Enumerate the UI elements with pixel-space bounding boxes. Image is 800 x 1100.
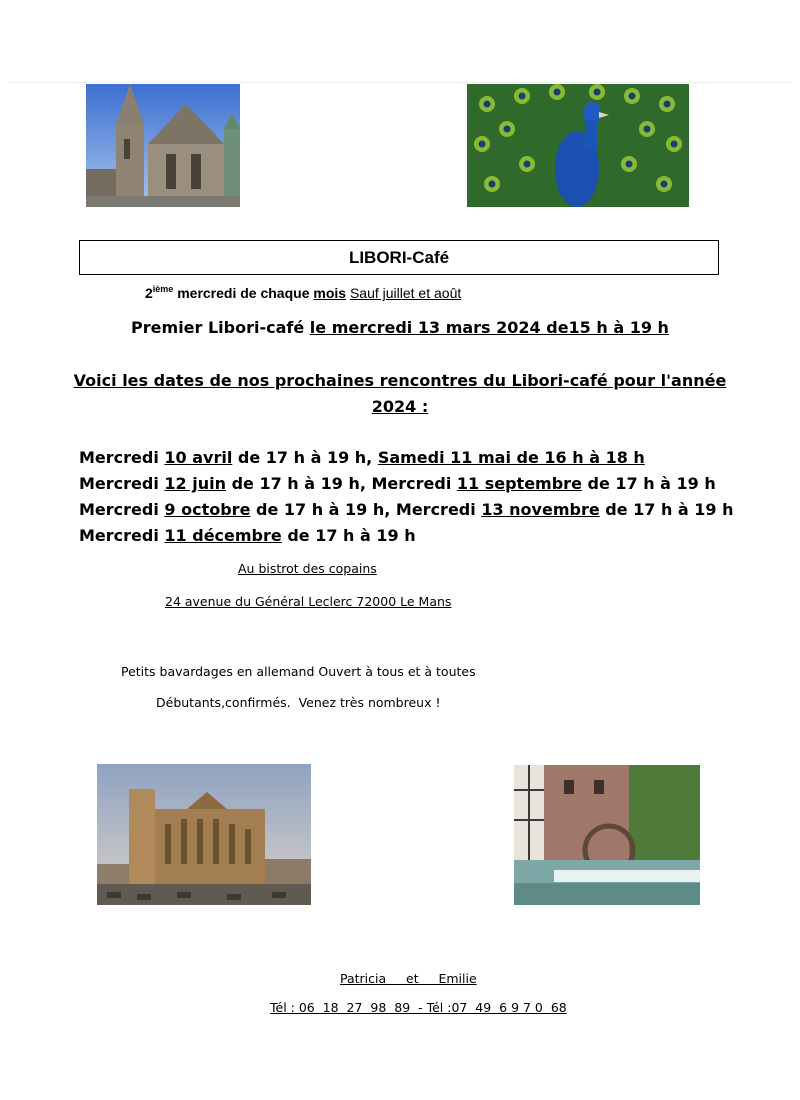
peacock-photo: [467, 84, 689, 207]
date-12-juin: 12 juin: [164, 474, 226, 493]
le-mans-cathedral-photo: [97, 764, 311, 905]
event-title-box: [79, 240, 719, 275]
organizer-names: Patricia et Emilie: [340, 971, 477, 986]
date-11-mai: Samedi 11 mai de 16 h à 18 h: [377, 448, 645, 467]
dates-line-4: [79, 526, 416, 545]
description-line-1: Petits bavardages en allemand Ouvert à tous et à toutes: [121, 664, 476, 679]
intro-line-2: 2024 :: [371, 397, 429, 416]
contact-phones: Tél : 06 18 27 98 89 - Tél :07 49 6 9 7 0 68: [270, 1000, 567, 1015]
date-10-avril: 10 avril: [164, 448, 233, 467]
venue-name: Au bistrot des copains: [238, 561, 377, 576]
cathedral-photo: [86, 84, 240, 207]
date-13-novembre: 13 novembre: [481, 500, 600, 519]
date-time: de 17 h à 19 h, Mercredi: [250, 500, 482, 519]
intro-line-1: Voici les dates de nos prochaines rencontres du Libori-café pour l'année: [73, 371, 727, 390]
page-top-rule: [8, 82, 792, 83]
date-11-septembre: 11 septembre: [456, 474, 582, 493]
date-label: Mercredi: [79, 526, 165, 545]
frequency-line: [145, 284, 461, 301]
date-time: de 17 h à 19 h: [581, 474, 716, 493]
first-event-line: [0, 318, 800, 337]
date-time: de 17 h à 19 h,: [232, 448, 378, 467]
description-line-2: Débutants,confirmés. Venez très nombreux !: [156, 695, 441, 710]
date-label: Mercredi: [79, 448, 165, 467]
venue-address: 24 avenue du Général Leclerc 72000 Le Mans: [165, 594, 452, 609]
date-9-octobre: 9 octobre: [164, 500, 251, 519]
water-mill-photo: [514, 765, 700, 905]
event-title: LIBORI-Café: [348, 247, 450, 267]
frequency-ordinal: 2: [145, 285, 153, 301]
dates-line-1: [79, 448, 645, 467]
frequency-ordinal-suffix: ième: [152, 284, 174, 294]
dates-line-2: [79, 474, 716, 493]
date-11-decembre: 11 décembre: [164, 526, 282, 545]
date-time: de 17 h à 19 h: [281, 526, 416, 545]
frequency-mois: mois: [313, 285, 347, 301]
date-label: Mercredi: [79, 474, 165, 493]
first-event-date: le mercredi 13 mars 2024 de15 h à 19 h: [309, 318, 669, 337]
date-label: Mercredi: [79, 500, 165, 519]
date-time: de 17 h à 19 h, Mercredi: [226, 474, 457, 493]
first-event-prefix: Premier Libori-café: [131, 318, 305, 337]
date-time: de 17 h à 19 h: [599, 500, 734, 519]
frequency-text: mercredi de chaque: [177, 285, 310, 301]
dates-line-3: [79, 500, 734, 519]
frequency-exception: Sauf juillet et août: [349, 285, 462, 301]
